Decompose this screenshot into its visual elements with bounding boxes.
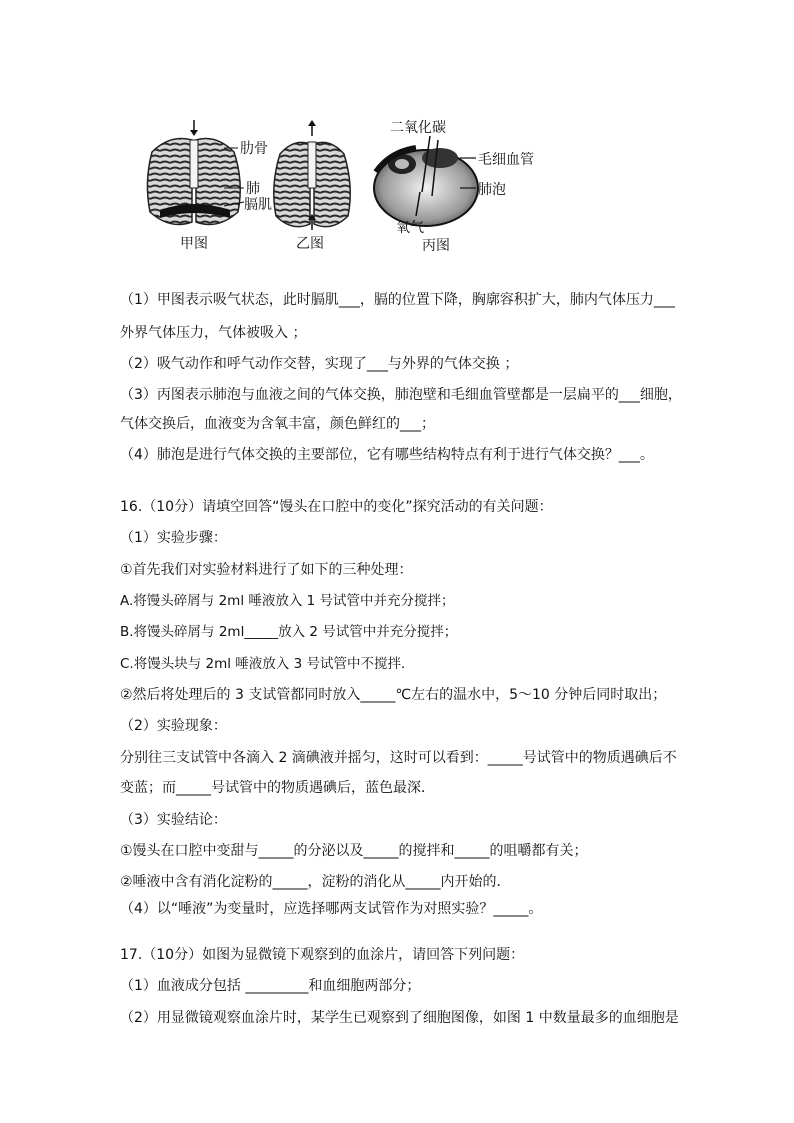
q16-step2a: 分别往三支试管中各滴入 2 滴碘液并摇匀，这时可以看到：_____号试管中的物质遇碘后不 bbox=[120, 750, 677, 766]
q16-step1b: ②然后将处理后的 3 支试管都同时放入_____℃左右的温水中，5～10 分钟后同时取出； bbox=[120, 687, 667, 703]
q15-part1: （1）甲图表示吸气状态，此时膈肌___，膈的位置下降，胸廓容积扩大，肺内气体压力___ bbox=[120, 292, 675, 308]
breathing-diagram bbox=[140, 112, 560, 262]
q16-option-b: B.将馒头碎屑与 2ml_____放入 2 号试管中并充分搅拌； bbox=[120, 624, 458, 640]
label-oxygen: 氧气 bbox=[396, 220, 424, 236]
q17-part1: （1）血液成分包括 _________和血细胞两部分； bbox=[120, 978, 421, 994]
label-capillary: 毛细血管 bbox=[478, 152, 534, 168]
label-rib: 肋骨 bbox=[240, 141, 268, 157]
label-fig-c: 丙图 bbox=[422, 238, 450, 254]
label-fig-a: 甲图 bbox=[180, 236, 208, 252]
q15-part2: （2）吸气动作和呼气动作交替，实现了___与外界的气体交换 ； bbox=[120, 356, 519, 372]
q17-part2: （2）用显微镜观察血涂片时，某学生已观察到了细胞图像，如图 1 中数量最多的血细胞是 bbox=[120, 1010, 679, 1026]
q16-step1a: ①首先我们对实验材料进行了如下的三种处理： bbox=[120, 562, 413, 578]
breathing-figure bbox=[140, 112, 560, 262]
q15-part4: （4）肺泡是进行气体交换的主要部位，它有哪些结构特点有利于进行气体交换？___。 bbox=[120, 447, 654, 463]
label-diaphragm: 膈肌 bbox=[244, 197, 272, 213]
q15-part1-cont: 外界气体压力，气体被吸入 ； bbox=[120, 325, 307, 341]
label-fig-b: 乙图 bbox=[296, 236, 324, 252]
q16-step1: （1）实验步骤： bbox=[120, 530, 227, 546]
q16-option-c: C.将馒头块与 2ml 唾液放入 3 号试管中不搅拌． bbox=[120, 656, 415, 672]
ribcage-a bbox=[147, 120, 240, 224]
q16-step3b: ②唾液中含有消化淀粉的_____，淀粉的消化从_____内开始的． bbox=[120, 874, 511, 890]
label-co2: 二氧化碳 bbox=[390, 120, 446, 136]
label-lung: 肺 bbox=[246, 181, 260, 197]
q16-step2: （2）实验现象： bbox=[120, 718, 227, 734]
q16-step3: （3）实验结论： bbox=[120, 812, 227, 828]
q15-part3: （3）丙图表示肺泡与血液之间的气体交换，肺泡壁和毛细血管壁都是一层扁平的___细胞， bbox=[120, 387, 682, 403]
q15-part3-cont: 气体交换后，血液变为含氧丰富，颜色鲜红的___； bbox=[120, 416, 435, 432]
q16-step4: （4）以“唾液”为变量时，应选择哪两支试管作为对照实验？_____。 bbox=[120, 901, 543, 917]
q16-step3a: ①馒头在口腔中变甜与_____的分泌以及_____的搅拌和_____的咀嚼都有关； bbox=[120, 843, 588, 859]
alveolus-diagram bbox=[374, 136, 478, 226]
q16-title: 16.（10分）请填空回答“馒头在口腔中的变化”探究活动的有关问题： bbox=[120, 499, 553, 515]
q16-option-a: A.将馒头碎屑与 2ml 唾液放入 1 号试管中并充分搅拌； bbox=[120, 593, 455, 609]
q17-title: 17.（10分）如图为显微镜下观察到的血涂片，请回答下列问题： bbox=[120, 947, 525, 963]
ribcage-b bbox=[274, 120, 351, 230]
q16-step2b: 变蓝；而_____号试管中的物质遇碘后，蓝色最深． bbox=[120, 780, 435, 796]
label-alveolus: 肺泡 bbox=[478, 182, 506, 198]
